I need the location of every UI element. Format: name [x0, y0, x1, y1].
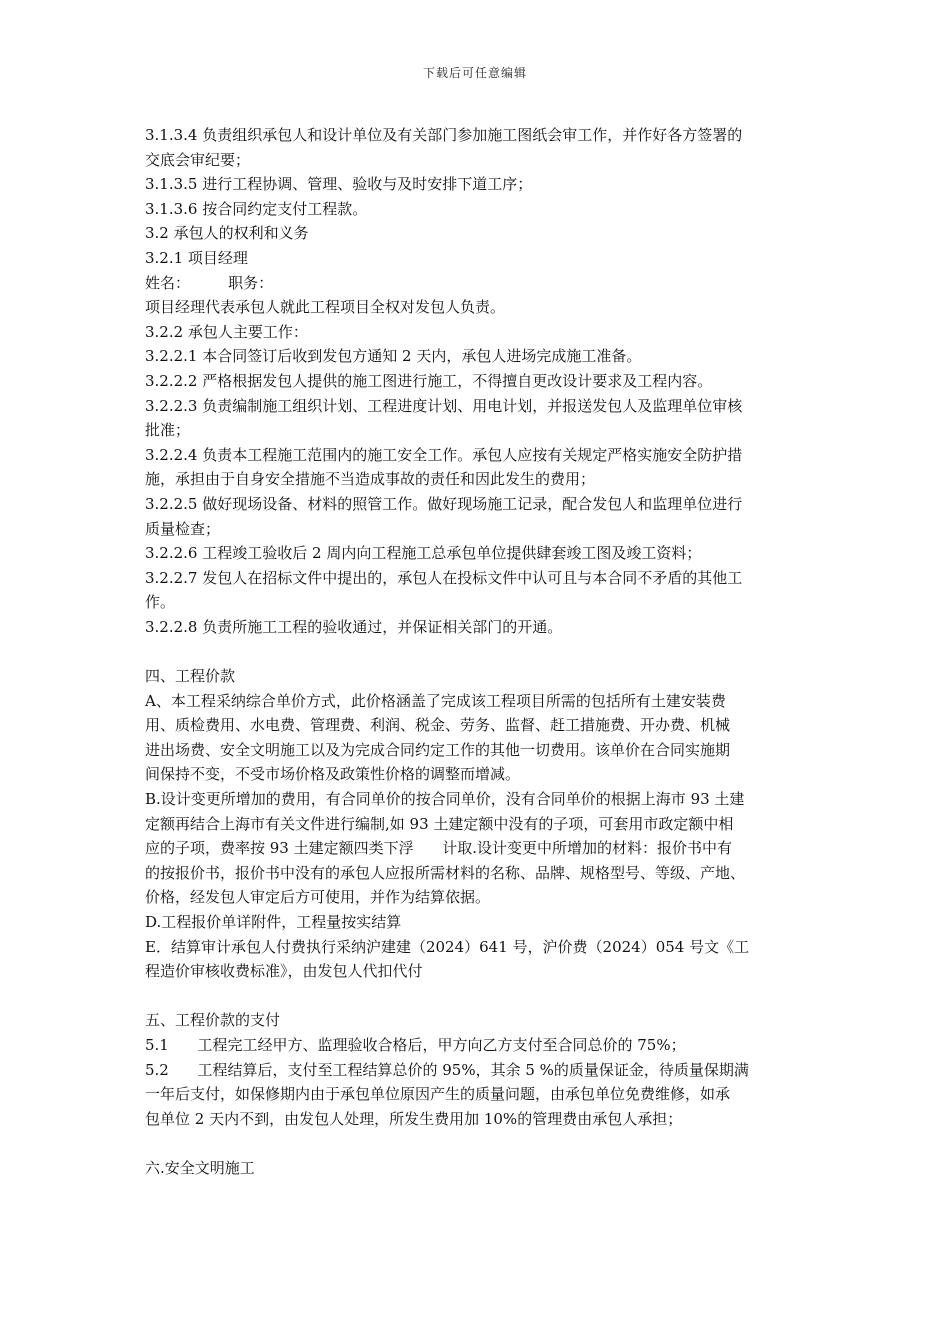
text-line: 3.2.2.3 负责编制施工组织计划、工程进度计划、用电计划，并报送发包人及监理单位审核 — [145, 396, 743, 415]
text-line: B.设计变更所增加的费用，有合同单价的按合同单价，没有合同单价的根据上海市 93 土建 — [145, 790, 745, 809]
text-line: 3.2.2.8 负责所施工工程的验收通过，并保证相关部门的开通。 — [145, 617, 563, 636]
text-line: 间保持不变，不受市场价格及政策性价格的调整而增减。 — [145, 765, 521, 784]
text-line: 3.2.2.7 发包人在招标文件中提出的，承包人在投标文件中认可且与本合同不矛盾的其他工 — [145, 568, 743, 587]
text-line: 3.2.2.6 工程竣工验收后 2 周内向工程施工总承包单位提供肆套竣工图及竣工资料； — [145, 544, 702, 563]
text-line: 3.2.2.4 负责本工程施工范围内的施工安全工作。承包人应按有关规定严格实施安全防护措 — [145, 445, 743, 464]
text-line: 质量检查； — [145, 519, 221, 538]
text-line: 施，承担由于自身安全措施不当造成事故的责任和因此发生的费用； — [145, 470, 596, 489]
text-line: 5.2 工程结算后，支付至工程结算总价的 95%，其余 5 %的质量保证金，待质量保期满 — [145, 1060, 749, 1079]
text-line: 3.1.3.5 进行工程协调、管理、验收与及时安排下道工序； — [145, 175, 533, 194]
text-line: 3.2.2.2 严格根据发包人提供的施工图进行施工，不得擅自更改设计要求及工程内容。 — [145, 371, 713, 390]
text-line: 交底会审纪要； — [145, 150, 251, 169]
text-line: 价格，经发包人审定后方可使用，并作为结算依据。 — [145, 888, 491, 907]
text-line: 3.1.3.4 负责组织承包人和设计单位及有关部门参加施工图纸会审工作，并作好各方签署的 — [145, 126, 743, 144]
subsection-heading: 3.2.1 项目经理 — [145, 248, 248, 267]
text-line: A、本工程采纳综合单价方式，此价格涵盖了完成该工程项目所需的包括所有土建安装费 — [145, 691, 726, 710]
text-line: 包单位 2 天内不到，由发包人处理，所发生费用加 10%的管理费由承包人承担； — [145, 1109, 683, 1128]
text-line: 定额再结合上海市有关文件进行编制,如 93 土建定额中没有的子项，可套用市政定额中相 — [145, 814, 734, 833]
paragraph-gap — [145, 984, 810, 1009]
text-line: 3.1.3.6 按合同约定支付工程款。 — [145, 199, 368, 218]
section-heading: 五、工程价款的支付 — [145, 1011, 281, 1030]
text-line: 一年后支付，如保修期内由于承包单位原因产生的质量问题，由承包单位免费维修，如承 — [145, 1085, 731, 1104]
text-line: 3.2.2.1 本合同签订后收到发包方通知 2 天内，承包人进场完成施工准备。 — [145, 347, 642, 366]
text-line: 程造价审核收费标准》，由发包人代扣代付 — [145, 962, 423, 981]
text-line: 作。 — [145, 593, 176, 612]
text-line: 批准； — [145, 421, 191, 440]
text-line: 进出场费、安全文明施工以及为完成合同约定工作的其他一切费用。该单价在合同实施期 — [145, 740, 731, 759]
text-line: 项目经理代表承包人就此工程项目全权对发包人负责。 — [145, 298, 506, 317]
section-heading: 四、工程价款 — [145, 667, 236, 686]
subsection-heading: 3.2.2 承包人主要工作： — [145, 322, 308, 341]
section-heading: 3.2 承包人的权利和义务 — [145, 224, 309, 243]
text-line: 用、质检费用、水电费、管理费、利润、税金、劳务、监督、赶工措施费、开办费、机械 — [145, 716, 731, 735]
text-line: 应的子项，费率按 93 土建定额四类下浮 计取.设计变更中所增加的材料：报价书中有 — [145, 839, 733, 858]
paragraph-gap — [145, 639, 810, 664]
text-line: 3.2.2.5 做好现场设备、材料的照管工作。做好现场施工记录，配合发包人和监理单位进行 — [145, 494, 743, 513]
section-heading: 六.安全文明施工 — [145, 1158, 255, 1177]
text-line: E．结算审计承包人付费执行采纳沪建建（2024）641 号，沪价费（2024）054 号文《工 — [145, 937, 750, 956]
text-line: 的按报价书，报价书中没有的承包人应报所需材料的名称、品牌、规格型号、等级、产地、 — [145, 863, 746, 882]
document-body — [145, 123, 810, 1181]
paragraph-gap — [145, 1131, 810, 1156]
text-line: D.工程报价单详附件，工程量按实结算 — [145, 913, 402, 931]
text-line: 5.1 工程完工经甲方、监理验收合格后，甲方向乙方支付至合同总价的 75%； — [145, 1035, 686, 1054]
text-line: 姓名： 职务： — [145, 273, 274, 292]
page-header: 下载后可任意编辑 — [422, 66, 527, 80]
